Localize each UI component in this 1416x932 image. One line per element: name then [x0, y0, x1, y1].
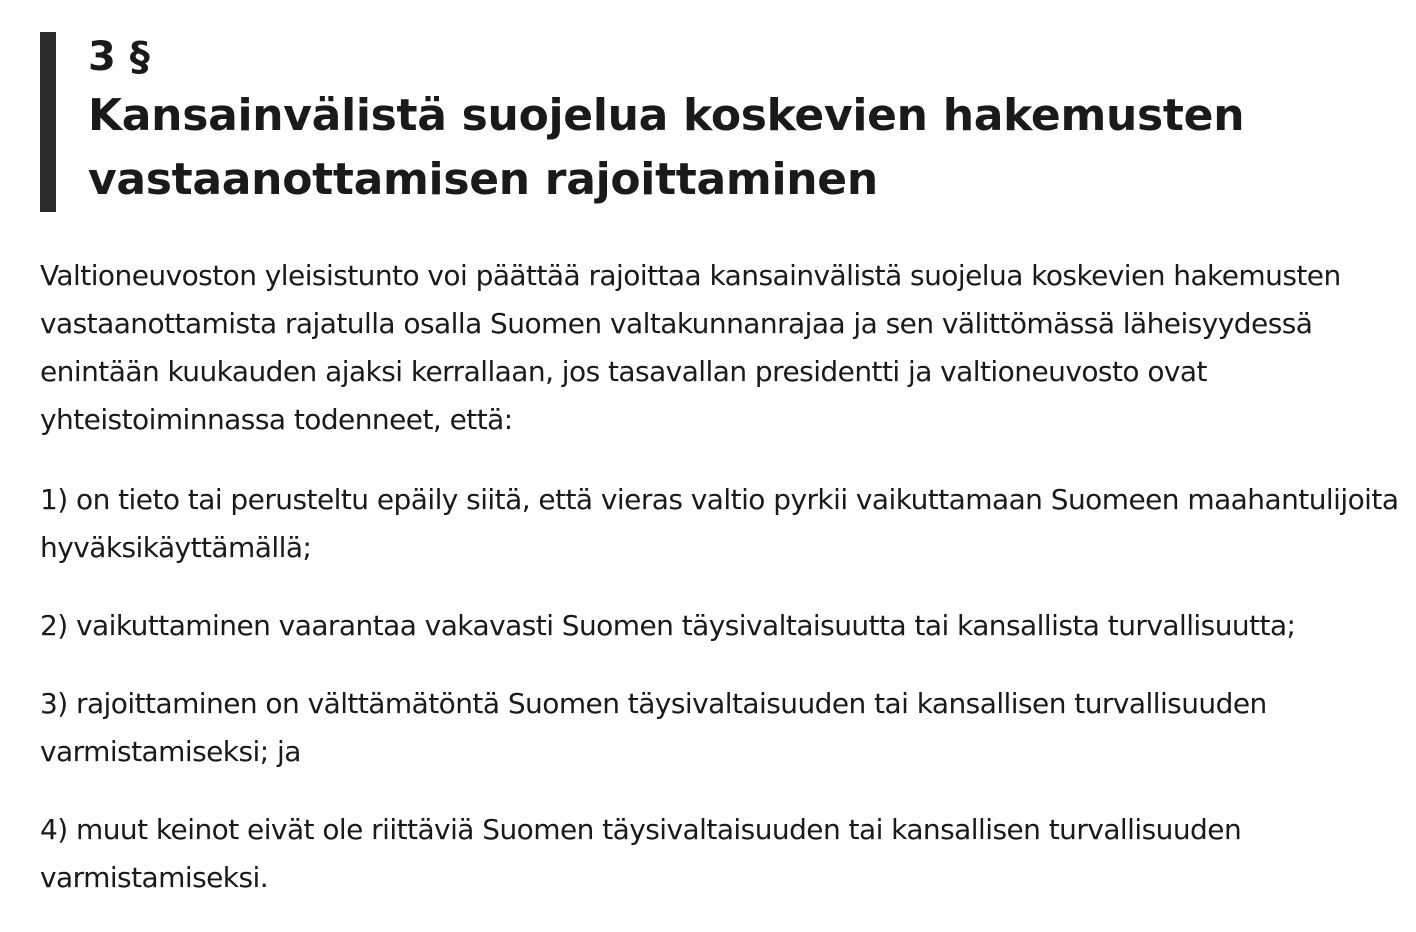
- list-item-3: 3) rajoittaminen on välttämätöntä Suomen täysivaltaisuuden tai kansallisen turvallisuuden varmistamiseksi; ja: [40, 687, 1267, 768]
- section-body: [40, 252, 1410, 932]
- list-item-1: 1) on tieto tai perusteltu epäily siitä, että vieras valtio pyrkii vaikuttamaan Suomeen maahantulijoita hyväksikäyttämällä;: [40, 483, 1399, 564]
- section-header: [40, 32, 1400, 212]
- list-item-2: 2) vaikuttaminen vaarantaa vakavasti Suomen täysivaltaisuutta tai kansallista turvallisuutta;: [40, 609, 1296, 642]
- section-number: 3 §: [88, 34, 150, 80]
- list-item-4: 4) muut keinot eivät ole riittäviä Suomen täysivaltaisuuden tai kansallisen turvallisuuden varmistamiseksi.: [40, 813, 1242, 894]
- section-title: Kansainvälistä suojelua koskevien hakemusten vastaanottamisen rajoittaminen: [88, 90, 1245, 205]
- intro-paragraph: Valtioneuvoston yleisistunto voi päättää rajoittaa kansainvälistä suojelua koskevien hakemusten vastaanottamista rajatulla osalla Suomen valtakunnanrajaa ja sen välittömässä läheisyydessä enintään kuukauden ajaksi kerrallaan, jos tasavallan presidentti ja valtioneuvosto ovat yhteistoiminnassa todenneet, että:: [40, 259, 1341, 436]
